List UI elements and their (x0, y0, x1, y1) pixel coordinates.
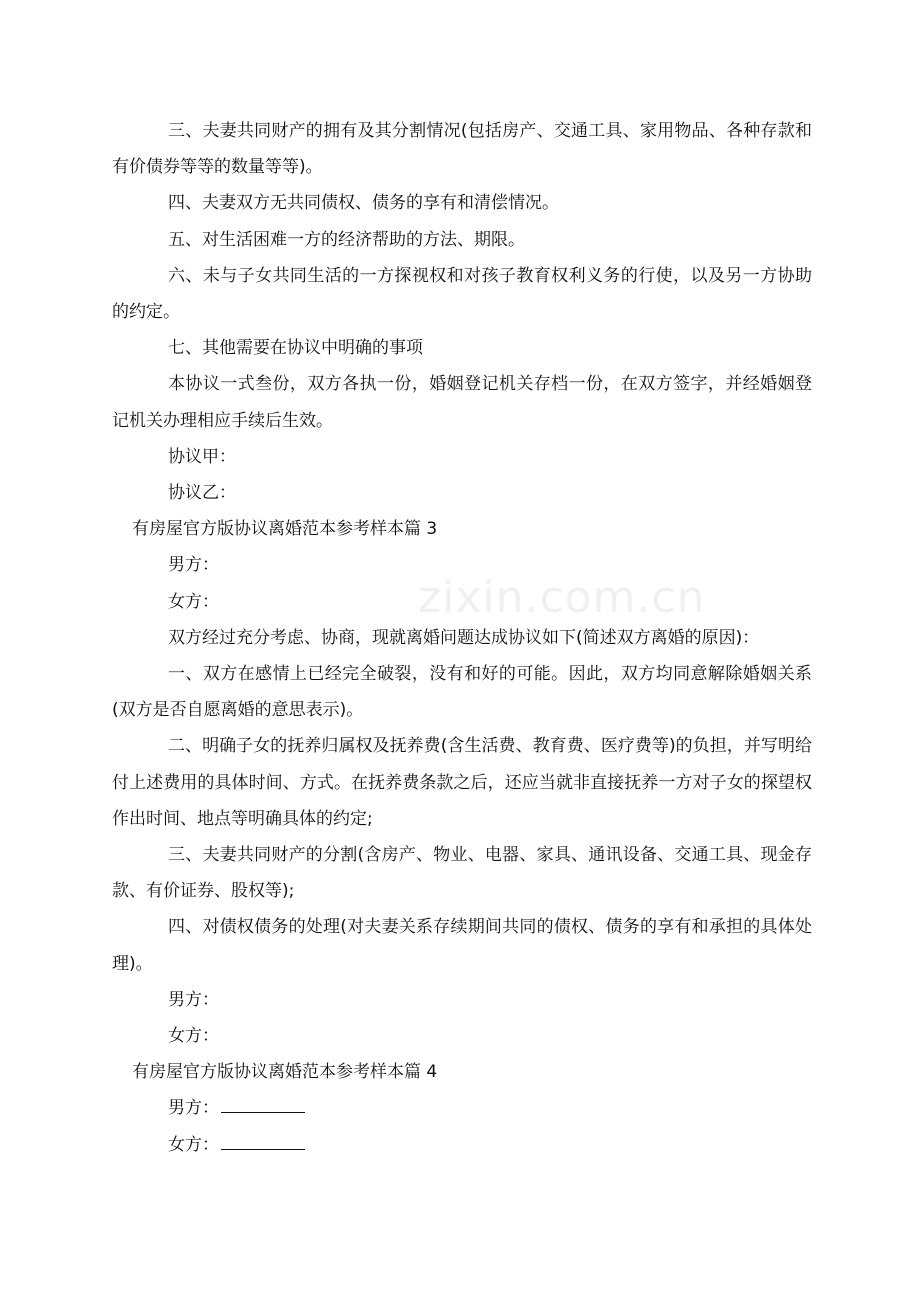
signature-blank (221, 1095, 305, 1113)
paragraph: 五、对生活困难一方的经济帮助的方法、期限。 (168, 229, 525, 250)
male-party-blank-line (112, 1090, 812, 1126)
male-party-label: 男方： (168, 1098, 219, 1119)
watermark: zixin.com.cn (418, 572, 706, 623)
female-party-blank-line (112, 1127, 812, 1163)
male-party-line: 男方： (168, 555, 219, 576)
paragraph: 三、夫妻共同财产的拥有及其分割情况(包括房产、交通工具、家用物品、各种存款和有价债券等等的数量等等)。 (112, 121, 812, 178)
paragraph: 七、其他需要在协议中明确的事项 (168, 338, 423, 359)
male-party-line: 男方： (168, 989, 219, 1010)
paragraph: 四、对债权债务的处理(对夫妻关系存续期间共同的债权、债务的享有和承担的具体处理)。 (112, 917, 812, 974)
signature-line-b: 协议乙： (168, 483, 236, 504)
signature-blank (221, 1132, 305, 1150)
female-party-line: 女方： (168, 1026, 219, 1047)
paragraph: 本协议一式叁份，双方各执一份，婚姻登记机关存档一份，在双方签字，并经婚姻登记机关办理相应手续后生效。 (112, 374, 812, 431)
paragraph: 双方经过充分考虑、协商，现就离婚问题达成协议如下(简述双方离婚的原因)： (168, 627, 760, 648)
section-heading: 有房屋官方版协议离婚范本参考样本篇 3 (132, 519, 438, 540)
female-party-label: 女方： (168, 1134, 219, 1155)
signature-line-a: 协议甲： (168, 446, 236, 467)
paragraph: 四、夫妻双方无共同债权、债务的享有和清偿情况。 (168, 193, 559, 214)
paragraph: 三、夫妻共同财产的分割(含房产、物业、电器、家具、通讯设备、交通工具、现金存款、有价证券、股权等); (112, 845, 812, 902)
paragraph: 一、双方在感情上已经完全破裂，没有和好的可能。因此，双方均同意解除婚姻关系(双方是否自愿离婚的意思表示)。 (112, 664, 812, 721)
section-heading: 有房屋官方版协议离婚范本参考样本篇 4 (132, 1062, 438, 1083)
paragraph: 二、明确子女的抚养归属权及抚养费(含生活费、教育费、医疗费等)的负担，并写明给付上述费用的具体时间、方式。在抚养费条款之后，还应当就非直接抚养一方对子女的探望权作出时间、地点等明确具体的约定; (112, 736, 812, 829)
female-party-line: 女方： (168, 591, 219, 612)
paragraph: 六、未与子女共同生活的一方探视权和对孩子教育权利义务的行使，以及另一方协助的约定。 (112, 265, 812, 323)
document-body (112, 113, 812, 1163)
